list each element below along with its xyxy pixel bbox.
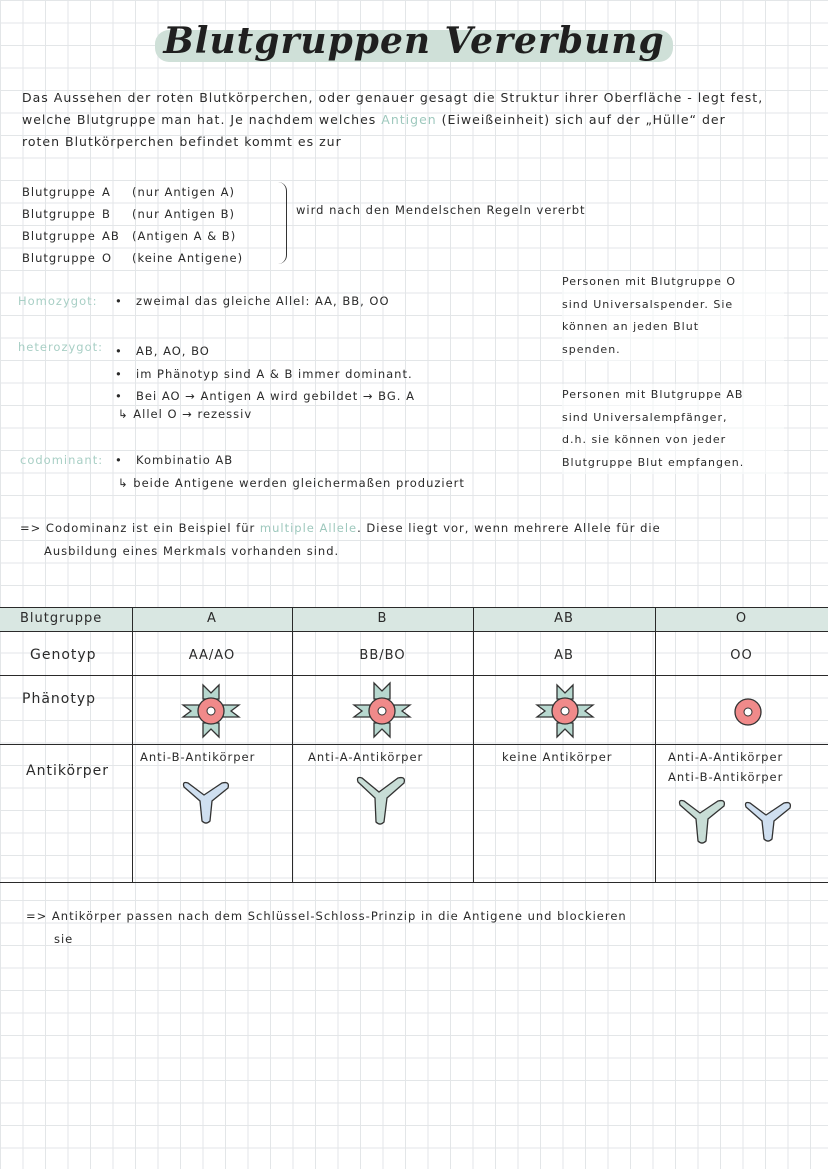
- mendel-note: wird nach den Mendelschen Regeln vererbt: [296, 203, 586, 217]
- donor-note: [562, 271, 784, 361]
- group-name: Blutgruppe: [22, 207, 96, 221]
- table-line: [0, 744, 828, 745]
- group-name: Blutgruppe: [22, 251, 96, 265]
- header-o: O: [735, 611, 748, 626]
- heterozygot-line: im Phänotyp sind A & B immer dominant.: [136, 366, 413, 381]
- codominant-sub: ↳ beide Antigene werden gleichermaßen produziert: [118, 476, 465, 490]
- table-line: [0, 607, 828, 608]
- conclusion-line-1: => Antikörper passen nach dem Schlüssel-Schloss-Prinzip in die Antigene und blockieren: [26, 909, 627, 923]
- table-line: [0, 631, 828, 632]
- codominanz-line-2: Ausbildung eines Merkmals vorhanden sind.: [44, 544, 340, 558]
- antigen-icon: [537, 705, 553, 717]
- bullet: •: [115, 366, 123, 381]
- intro-line-3: roten Blutkörperchen befindet kommt es zur: [22, 134, 342, 149]
- intro-line-2b: (Eiweißeinheit) sich auf der „Hülle“ der: [441, 112, 726, 127]
- group-type: A: [102, 185, 111, 199]
- table-line: [0, 882, 828, 883]
- title-block: [0, 18, 828, 64]
- cell-center: [561, 707, 569, 715]
- group-bracket: [278, 182, 287, 264]
- group-note: (keine Antigene): [132, 251, 244, 265]
- antibody-icon: [676, 797, 728, 845]
- header-ab: AB: [554, 611, 574, 626]
- antikoerper-a: Anti-B-Antikörper: [140, 750, 256, 764]
- heterozygot-label: heterozygot:: [18, 340, 104, 354]
- table-line: [0, 675, 828, 676]
- donor-line: sind Universalspender. Sie: [562, 297, 734, 311]
- donor-line: Personen mit Blutgruppe O: [562, 275, 737, 288]
- antibody-icon: [354, 774, 408, 826]
- receiver-line: Personen mit Blutgruppe AB: [562, 388, 744, 401]
- page-title: Blutgruppen Vererbung: [149, 18, 678, 64]
- receiver-line: Blutgruppe Blut empfangen.: [562, 455, 745, 469]
- group-type: B: [102, 207, 111, 221]
- bullet: •: [115, 294, 123, 308]
- heterozygot-line: Bei AO → Antigen A wird gebildet → BG. A: [136, 389, 415, 403]
- cell-ab-icon: [535, 683, 595, 739]
- cell-center: [207, 707, 215, 715]
- allel-o-note: ↳ Allel O → rezessiv: [118, 407, 253, 421]
- antibody-icon: [742, 799, 794, 843]
- receiver-line: d.h. sie können von jeder: [562, 433, 727, 446]
- group-type: AB: [102, 229, 120, 243]
- group-note: (nur Antigen B): [132, 207, 236, 221]
- antigen-icon: [223, 705, 239, 717]
- multiple-allele-highlight: multiple Allele: [259, 521, 358, 535]
- heterozygot-bullets: [115, 340, 123, 408]
- genotyp-b: BB/BO: [359, 648, 406, 663]
- antikoerper-ab: keine Antikörper: [502, 750, 613, 764]
- group-row: [22, 247, 243, 269]
- donor-line: spenden.: [562, 342, 621, 356]
- header-b: B: [377, 611, 388, 626]
- codominanz-line-1: [20, 521, 661, 535]
- cell-o-icon: [733, 697, 763, 727]
- intro-line-2: [22, 112, 726, 127]
- cell-center: [378, 707, 386, 715]
- antigen-icon: [183, 705, 199, 717]
- receiver-line: sind Universalempfänger,: [562, 410, 728, 424]
- group-type: O: [102, 251, 113, 265]
- header-a: A: [207, 611, 217, 626]
- bullet: •: [115, 453, 123, 467]
- blood-group-table: [0, 607, 828, 883]
- group-name: Blutgruppe: [22, 229, 96, 243]
- intro-line-1: Das Aussehen der roten Blutkörperchen, oder genauer gesagt die Struktur ihrer Oberfläche - legt fest,: [22, 90, 764, 105]
- conclusion-line-2: sie: [54, 932, 74, 946]
- antigen-icon: [354, 705, 370, 717]
- cell-b-icon: [352, 681, 412, 739]
- homozygot-label: Homozygot:: [18, 294, 98, 308]
- group-note: (Antigen A & B): [132, 229, 237, 243]
- cell-center: [744, 708, 752, 716]
- group-row: [22, 181, 243, 203]
- codominant-label: codominant:: [20, 453, 104, 467]
- antikoerper-b: Anti-A-Antikörper: [308, 750, 424, 764]
- receiver-note: [562, 384, 784, 474]
- group-row: [22, 203, 243, 225]
- bullet: •: [115, 344, 123, 358]
- intro-line-2a: welche Blutgruppe man hat. Je nachdem welches: [22, 112, 377, 127]
- antibody-icon: [180, 779, 232, 825]
- genotyp-label: Genotyp: [30, 647, 97, 663]
- antikoerper-o-2: Anti-B-Antikörper: [668, 770, 784, 784]
- antigen-icon: [203, 723, 219, 737]
- group-name: Blutgruppe: [22, 185, 96, 199]
- heterozygot-lines: [136, 340, 415, 408]
- bullet: •: [115, 389, 123, 403]
- antigen-icon: [577, 705, 593, 717]
- donor-line: können an jeden Blut: [562, 320, 700, 333]
- codominanz-text-b: . Diese liegt vor, wenn mehrere Allele für die: [357, 521, 661, 535]
- antigen-icon: [374, 683, 390, 699]
- antigen-icon: [557, 685, 573, 699]
- antikoerper-label: Antikörper: [26, 763, 110, 779]
- group-row: [22, 225, 243, 247]
- antikoerper-o-1: Anti-A-Antikörper: [668, 750, 784, 764]
- codominanz-text-a: => Codominanz ist ein Beispiel für: [20, 521, 256, 535]
- genotyp-o: OO: [730, 648, 753, 663]
- genotyp-a: AA/AO: [188, 648, 236, 663]
- group-list: [22, 181, 243, 269]
- antigen-icon: [374, 723, 390, 737]
- antigen-icon: [394, 705, 410, 717]
- genotyp-ab: AB: [554, 648, 574, 663]
- antigen-icon: [557, 723, 573, 737]
- codominant-text: Kombinatio AB: [136, 453, 234, 467]
- homozygot-text: zweimal das gleiche Allel: AA, BB, OO: [136, 294, 390, 308]
- header-blutgruppe: Blutgruppe: [20, 611, 103, 626]
- cell-a-icon: [181, 683, 241, 739]
- antigen-highlight: Antigen: [381, 112, 437, 127]
- phaenotyp-label: Phänotyp: [22, 691, 96, 707]
- heterozygot-line: AB, AO, BO: [136, 344, 210, 358]
- antigen-icon: [203, 685, 219, 699]
- group-note: (nur Antigen A): [132, 185, 235, 199]
